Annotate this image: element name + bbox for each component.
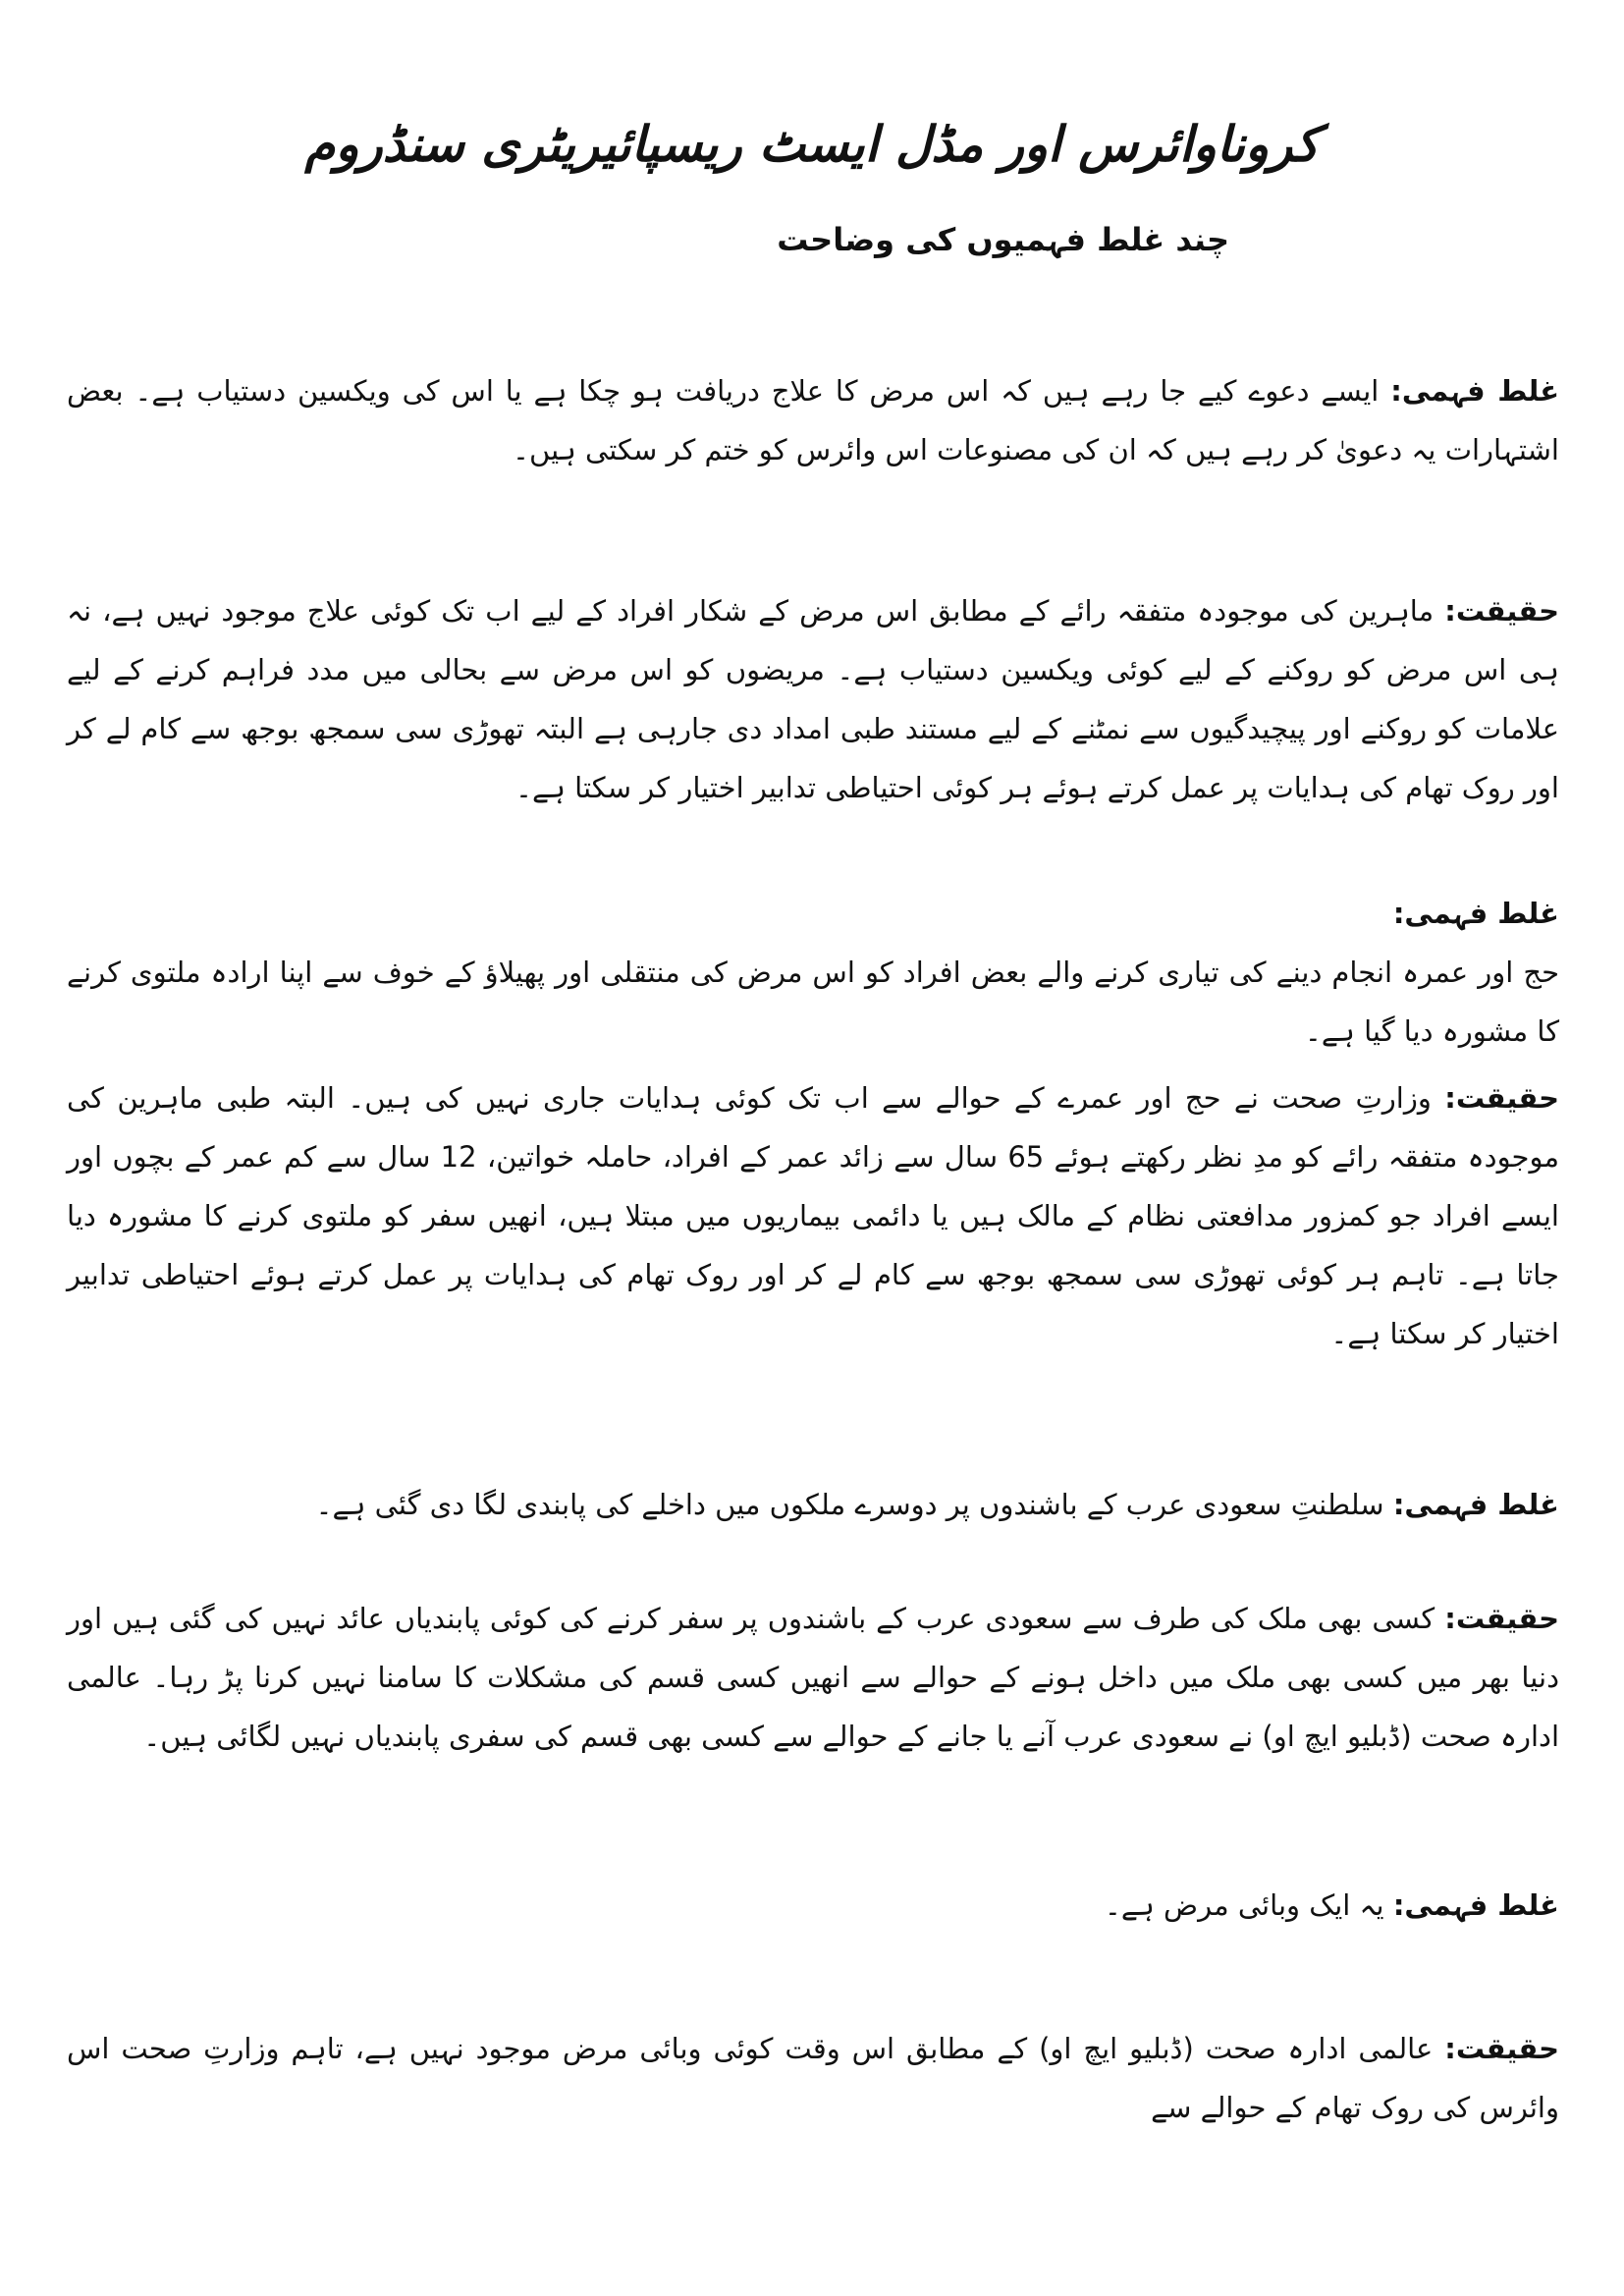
fact-text: عالمی ادارہ صحت (ڈبلیو ایچ او) کے مطابق اس وقت کوئی وبائی مرض موجود نہیں ہے، تاہم وزارتِ صحت اس وائرس کی روک تھام کے حوالے سے: [67, 2032, 1559, 2124]
misconception-label: غلط فہمی:: [1392, 897, 1559, 930]
misconception-text: سلطنتِ سعودی عرب کے باشندوں پر دوسرے ملکوں میں داخلے کی پابندی لگا دی گئی ہے۔: [315, 1488, 1384, 1521]
fact-label: حقیقت:: [1444, 1602, 1559, 1635]
misconception-text: حج اور عمرہ انجام دینے کی تیاری کرنے والے بعض افراد کو اس مرض کی منتقلی اور پھیلاؤ کے خوف سے اپنا ارادہ ملتوی کرنے کا مشورہ دیا گیا ہے۔: [67, 956, 1559, 1048]
fact-block: [67, 1068, 1559, 1363]
misconception-block: [67, 884, 1559, 1061]
document-title: کروناوائرس اور مڈل ایسٹ ریسپائیریٹری سنڈروم: [304, 116, 1320, 173]
misconception-block: [67, 361, 1559, 479]
misconception-text: یہ ایک وبائی مرض ہے۔: [1104, 1888, 1384, 1922]
misconception-block: [67, 1475, 1559, 1534]
fact-label: حقیقت:: [1444, 2032, 1559, 2065]
misconception-block: [67, 1876, 1559, 1935]
misconception-label: غلط فہمی:: [1390, 374, 1560, 408]
fact-text: وزارتِ صحت نے حج اور عمرے کے حوالے سے اب تک کوئی ہدایات جاری نہیں کی ہیں۔ البتہ طبی ماہرین کی موجودہ متفقہ رائے کو مدِ نظر رکھتے ہوئے 65 سال سے زائد عمر کے افراد، حاملہ خواتین، 12 سال سے کم عمر کے بچوں اور ایسے افراد جو کمزور مدافعتی نظام کے مالک ہیں یا دائمی بیماریوں میں مبتلا ہیں، انھیں سفر کو ملتوی کرنے کا مشورہ دیا جاتا ہے۔ تاہم ہر کوئی تھوڑی سی سمجھ بوجھ سے کام لے کر اور روک تھام کی ہدایات پر عمل کرتے ہوئے احتیاطی تدابیر اختیار کر سکتا ہے۔: [67, 1081, 1559, 1350]
fact-text: ماہرین کی موجودہ متفقہ رائے کے مطابق اس مرض کے شکار افراد کے لیے اب تک کوئی علاج موجود نہیں ہے، نہ ہی اس مرض کو روکنے کے لیے کوئی ویکسین دستیاب ہے۔ مریضوں کو اس مرض سے بحالی میں مدد فراہم کرنے کے لیے علامات کو روکنے اور پیچیدگیوں سے نمٹنے کے لیے مستند طبی امداد دی جارہی ہے البتہ تھوڑی سی سمجھ بوجھ سے کام لے کر اور روک تھام کی ہدایات پر عمل کرتے ہوئے ہر کوئی احتیاطی تدابیر اختیار کر سکتا ہے۔: [67, 594, 1559, 804]
misconception-text: ایسے دعوے کیے جا رہے ہیں کہ اس مرض کا علاج دریافت ہو چکا ہے یا اس کی ویکسین دستیاب ہے۔ بعض اشتہارات یہ دعویٰ کر رہے ہیں کہ ان کی مصنوعات اس وائرس کو ختم کر سکتی ہیں۔: [67, 374, 1559, 466]
misconception-label: غلط فہمی:: [1392, 1888, 1559, 1922]
fact-block: [67, 581, 1559, 817]
fact-text: کسی بھی ملک کی طرف سے سعودی عرب کے باشندوں پر سفر کرنے کی کوئی پابندیاں عائد نہیں کی گئی ہیں اور دنیا بھر میں کسی بھی ملک میں داخل ہونے کے حوالے سے انھیں کسی قسم کی مشکلات کا سامنا نہیں کرنا پڑ رہا۔ عالمی ادارہ صحت (ڈبلیو ایچ او) نے سعودی عرب آنے یا جانے کے حوالے سے کسی بھی قسم کی سفری پابندیاں نہیں لگائی ہیں۔: [67, 1602, 1559, 1753]
fact-block: [67, 1589, 1559, 1766]
document-subtitle: چند غلط فہمیوں کی وضاحت: [777, 221, 1229, 258]
fact-label: حقیقت:: [1444, 594, 1560, 628]
fact-label: حقیقت:: [1444, 1081, 1559, 1115]
fact-block: [67, 2019, 1559, 2137]
misconception-label: غلط فہمی:: [1392, 1488, 1559, 1521]
